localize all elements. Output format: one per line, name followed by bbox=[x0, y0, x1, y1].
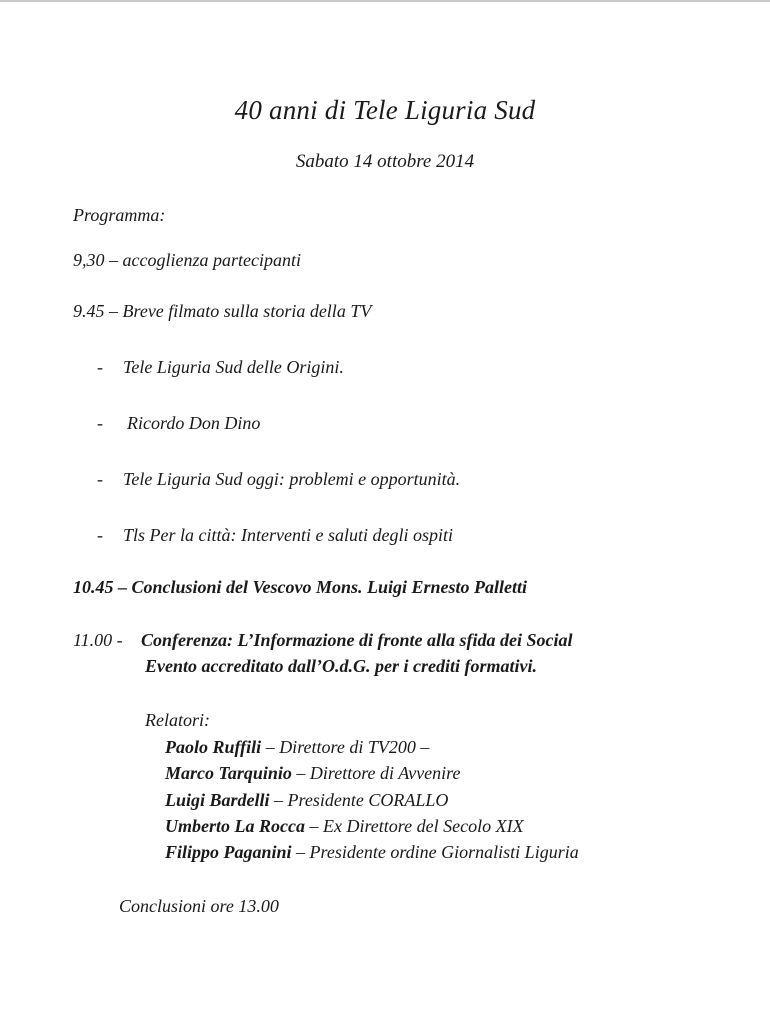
speaker-2 bbox=[165, 763, 461, 784]
sub-item-1 bbox=[97, 357, 344, 378]
schedule-item-3: 10.45 – Conclusioni del Vescovo Mons. Luigi Ernesto Palletti bbox=[73, 577, 528, 597]
speaker-role: – Direttore di Avvenire bbox=[291, 763, 461, 783]
speaker-role: – Ex Direttore del Secolo XIX bbox=[304, 816, 524, 836]
closing-note: Conclusioni ore 13.00 bbox=[119, 896, 279, 916]
speaker-role: – Direttore di TV200 – bbox=[261, 737, 430, 757]
speaker-3 bbox=[165, 790, 448, 811]
speaker-name: Filippo Paganini bbox=[165, 842, 292, 862]
speaker-name: Umberto La Rocca bbox=[165, 816, 305, 836]
bullet-dash: - bbox=[97, 469, 103, 489]
schedule-item-2: 9.45 – Breve filmato sulla storia della TV bbox=[73, 301, 372, 321]
speaker-name: Marco Tarquinio bbox=[165, 763, 292, 783]
event-date: Sabato 14 ottobre 2014 bbox=[295, 151, 475, 172]
speaker-role: – Presidente CORALLO bbox=[269, 790, 449, 810]
sub-item-3 bbox=[97, 469, 460, 490]
sub-item-2 bbox=[97, 413, 260, 434]
conference-accreditation: Evento accreditato dall’O.d.G. per i crediti formativi. bbox=[145, 656, 537, 676]
bullet-dash: - bbox=[97, 525, 103, 545]
program-label: Programma: bbox=[73, 205, 166, 225]
speaker-name: Luigi Bardelli bbox=[165, 790, 270, 810]
speaker-role: – Presidente ordine Giornalisti Liguria bbox=[291, 842, 579, 862]
sub-item-3-text: Tele Liguria Sud oggi: problemi e opportunità. bbox=[123, 469, 461, 489]
bullet-dash: - bbox=[97, 357, 103, 377]
sub-item-1-text: Tele Liguria Sud delle Origini. bbox=[123, 357, 344, 377]
speaker-4 bbox=[165, 816, 524, 837]
bullet-dash: - bbox=[97, 413, 103, 433]
sub-item-4-text: Tls Per la città: Interventi e saluti degli ospiti bbox=[123, 525, 453, 545]
speaker-name: Paolo Ruffili bbox=[165, 737, 262, 757]
conference-title: Conferenza: L’Informazione di fronte alla sfida dei Social bbox=[141, 630, 573, 650]
schedule-item-1: 9,30 – accoglienza partecipanti bbox=[73, 250, 301, 270]
relatori-label: Relatori: bbox=[145, 710, 210, 730]
sub-item-2-text: Ricordo Don Dino bbox=[127, 413, 261, 433]
schedule-item-4-time: 11.00 - bbox=[73, 630, 123, 650]
speaker-1 bbox=[165, 737, 429, 758]
document-title: 40 anni di Tele Liguria Sud bbox=[234, 95, 536, 125]
speaker-5 bbox=[165, 842, 579, 863]
sub-item-4 bbox=[97, 525, 453, 546]
